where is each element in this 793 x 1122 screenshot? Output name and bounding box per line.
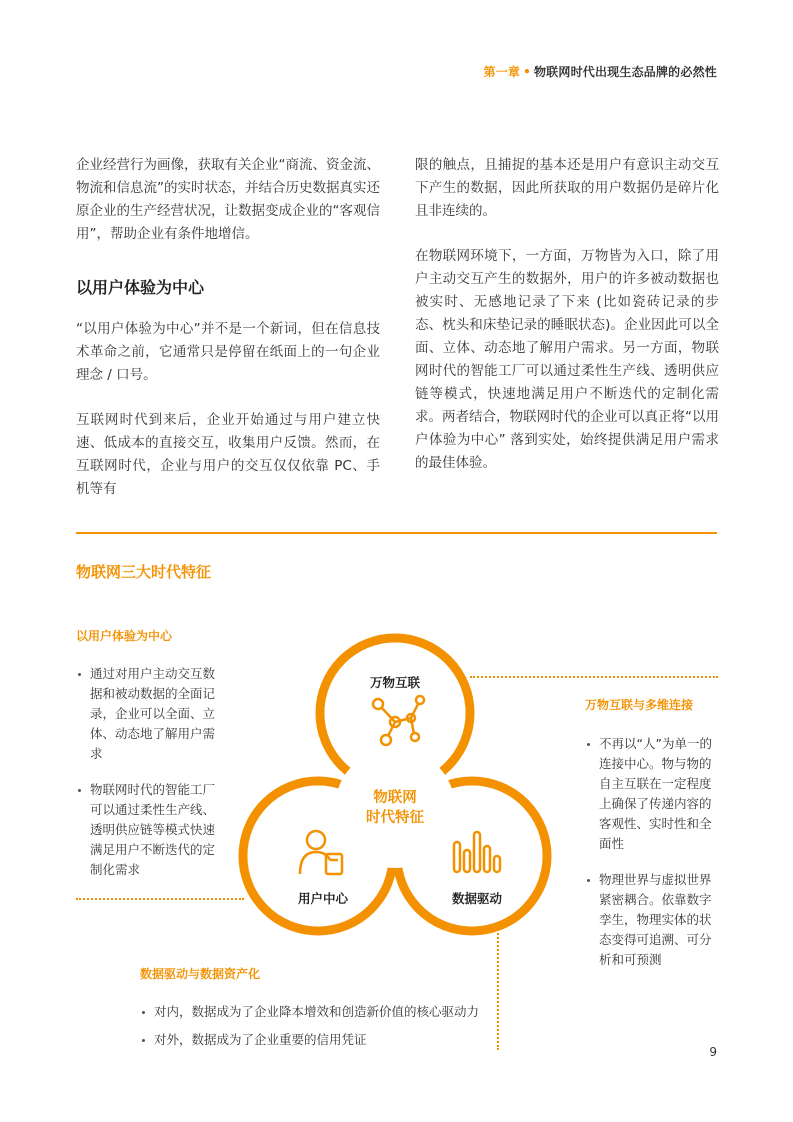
lobe-label-left: 用户中心 (297, 891, 348, 906)
connectivity-title: 万物互联与多维连接 (585, 698, 694, 712)
user-experience-title: 以用户体验为中心 (76, 629, 173, 643)
section-heading-user-experience: 以用户体验为中心 (76, 278, 205, 297)
center-label-line-1: 物联网 (373, 790, 417, 806)
page-number: 9 (709, 1045, 717, 1059)
user-experience-connector (76, 898, 244, 900)
right-paragraph-1: 限的触点，且捕捉的基本还是用户有意识主动交互下产生的数据，因此所获取的用户数据仍是碎片化且非连续的。 (415, 157, 719, 219)
left-paragraph-2: “以用户体验为中心”并不是一个新词，但在信息技术革命之前，它通常只是停留在纸面上的一句企业理念 / 口号。 (76, 321, 380, 383)
list-item: 物理世界与虚拟世界紧密耦合。依靠数字孪生，物理实体的状态变得可追溯、可分析和可预测 (585, 870, 719, 970)
left-column (76, 154, 380, 523)
data-driven-title: 数据驱动与数据资产化 (140, 967, 261, 981)
data-driven-bullets (140, 1002, 490, 1066)
list-item: 不再以“人”为单一的连接中心。物与物的自主互联在一定程度上确保了传递内容的客观性、实时性和全面性 (585, 734, 719, 854)
iot-features-diagram (230, 628, 560, 948)
list-item: 物联网时代的智能工厂可以通过柔性生产线、透明供应链等模式快速满足用户不断迭代的定制化需求 (76, 780, 216, 880)
chapter-label: 第一章 (483, 65, 521, 79)
running-header (484, 63, 718, 80)
lobe-label-right: 数据驱动 (451, 891, 502, 906)
left-paragraph-1: 企业经营行为画像，获取有关企业“商流、资金流、物流和信息流”的实时状态，并结合历史数据真实还原企业的生产经营状况，让数据变成企业的“客观信用”，帮助企业有条件地增信。 (76, 157, 380, 242)
infographic-title: 物联网三大时代特征 (76, 563, 212, 581)
list-item: 通过对用户主动交互数据和被动数据的全面记录，企业可以全面、立体、动态地了解用户需求 (76, 664, 216, 764)
lobe-label-top: 万物互联 (369, 675, 420, 690)
list-item: 对外，数据成为了企业重要的信用凭证 (140, 1030, 490, 1050)
diagram-center-label (335, 788, 455, 828)
chapter-title: 物联网时代出现生态品牌的必然性 (533, 65, 717, 79)
left-paragraph-3: 互联网时代到来后，企业开始通过与用户建立快速、低成本的直接交互，收集用户反馈。然而，在互联网时代，企业与用户的交互仅仅依靠 PC、手机等有 (76, 412, 380, 497)
right-paragraph-2: 在物联网环境下，一方面，万物皆为入口，除了用户主动交互产生的数据外，用户的许多被动数据也被实时、无感地记录了下来 (比如瓷砖记录的步态、枕头和床垫记录的睡眠状态)。企业因此可以全面、立体、动态地了解用户需求。另一方面，物联网时代的智能工厂可以通过柔性生产线、透明供应链等模式，快速地满足用户不断迭代的定制化需求。两者结合，物联网时代的企业可以真正将“以用户体验为中心” 落到实处，始终提供满足用户需求的最佳体验。 (415, 248, 719, 471)
section-divider (76, 532, 717, 534)
center-label-line-2: 时代特征 (366, 810, 424, 826)
header-separator: • (523, 65, 531, 79)
user-experience-bullets (76, 664, 216, 896)
connectivity-bullets (585, 734, 719, 986)
right-column (415, 154, 719, 497)
list-item: 对内，数据成为了企业降本增效和创造新价值的核心驱动力 (140, 1002, 490, 1022)
